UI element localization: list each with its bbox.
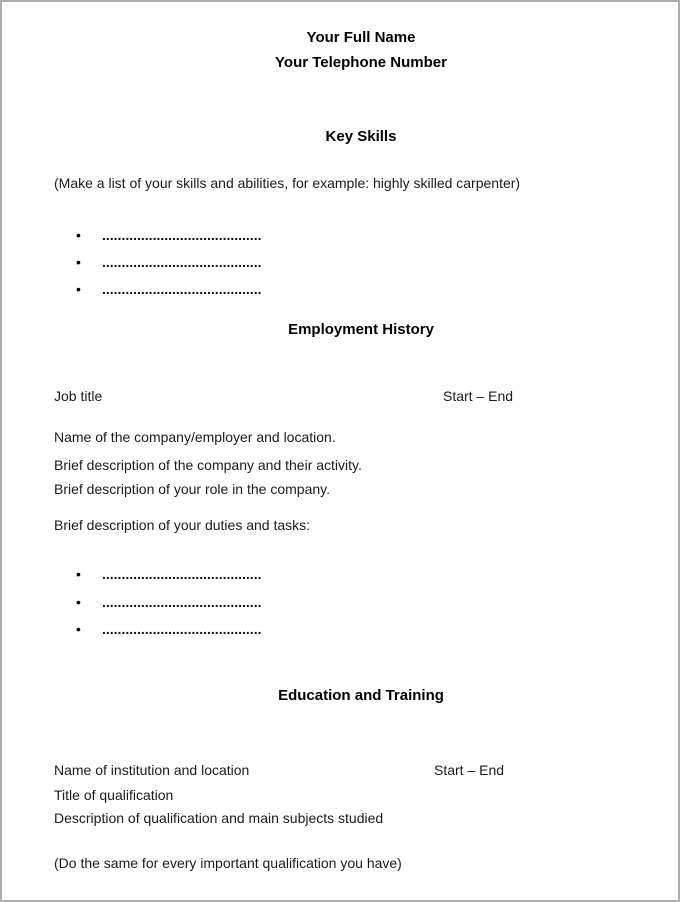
company-role-line: Brief description of your role in the company. <box>54 481 330 497</box>
institution-line: Name of institution and location <box>54 762 250 778</box>
company-name-line: Name of the company/employer and location. <box>54 429 336 445</box>
education-training-heading: Education and Training <box>278 687 444 704</box>
qualification-note: (Do the same for every important qualification you have) <box>54 855 402 871</box>
bullet-icon: • <box>76 566 81 582</box>
employment-date-range-label: Start – End <box>443 388 514 404</box>
telephone-heading: Your Telephone Number <box>275 54 447 71</box>
bullet-icon: • <box>76 621 81 637</box>
duty-placeholder-line: ......................................... <box>102 566 262 582</box>
duty-placeholder-line: ......................................... <box>102 621 262 637</box>
duties-intro-line: Brief description of your duties and tasks: <box>54 517 311 533</box>
company-activity-line: Brief description of the company and their activity. <box>54 457 362 473</box>
duty-list-item <box>76 566 261 582</box>
key-skills-heading: Key Skills <box>325 128 397 145</box>
key-skills-hint: (Make a list of your skills and abilities, for example: highly skilled carpenter) <box>54 175 521 191</box>
bullet-icon: • <box>76 254 81 270</box>
full-name-heading: Your Full Name <box>306 29 416 46</box>
skill-placeholder-line: ......................................... <box>102 254 262 270</box>
bullet-icon: • <box>76 594 81 610</box>
bullet-icon: • <box>76 227 81 243</box>
qualification-description-line: Description of qualification and main subjects studied <box>54 810 384 826</box>
employment-history-heading: Employment History <box>288 321 434 338</box>
skill-list-item <box>76 254 261 270</box>
skill-placeholder-line: ......................................... <box>102 227 262 243</box>
skill-list-item <box>76 227 261 243</box>
duty-placeholder-line: ......................................... <box>102 594 262 610</box>
education-date-range-label: Start – End <box>434 762 505 778</box>
bullet-icon: • <box>76 281 81 297</box>
qualification-title-line: Title of qualification <box>54 787 174 803</box>
duty-list-item <box>76 621 261 637</box>
duty-list-item <box>76 594 261 610</box>
skill-list-item <box>76 281 261 297</box>
job-title-label: Job title <box>54 388 103 404</box>
skill-placeholder-line: ......................................... <box>102 281 262 297</box>
